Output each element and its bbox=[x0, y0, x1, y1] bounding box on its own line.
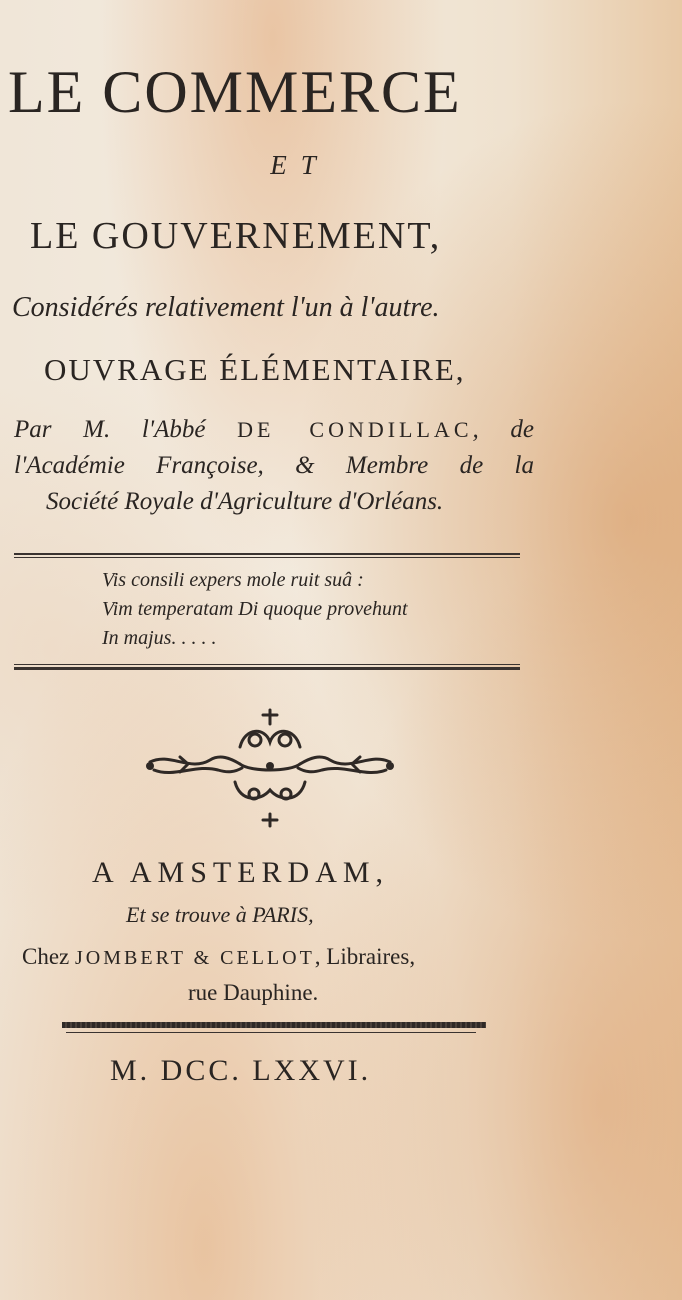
publisher-names: JOMBERT & CELLOT bbox=[75, 947, 315, 969]
author-statement bbox=[14, 412, 534, 520]
title-line-1: LE COMMERCE bbox=[8, 59, 462, 125]
author-line-3: Société Royale d'Agriculture d'Orléans. bbox=[46, 488, 444, 515]
imprint-distribution: Et se trouve à PARIS, bbox=[126, 902, 314, 927]
divider-rule-top bbox=[14, 553, 520, 555]
epigraph-line-2: Vim temperatam Di quoque provehunt bbox=[102, 598, 408, 620]
divider-rule-middle-thin bbox=[14, 664, 520, 665]
imprint-street: rue Dauphine. bbox=[188, 980, 319, 1005]
work-type: OUVRAGE ÉLÉMENTAIRE, bbox=[44, 352, 466, 387]
author-line-1 bbox=[14, 412, 534, 448]
author-name: DE CONDILLAC bbox=[237, 417, 473, 442]
imprint-publisher bbox=[22, 944, 542, 970]
author-suffix: , de bbox=[472, 416, 534, 443]
publication-date: M. DCC. LXXVI. bbox=[110, 1054, 372, 1087]
subtitle: Considérés relativement l'un à l'autre. bbox=[12, 292, 440, 323]
divider-rule-bottom bbox=[62, 1022, 486, 1028]
title-line-2: LE GOUVERNEMENT, bbox=[30, 215, 442, 257]
epigraph bbox=[102, 566, 522, 653]
imprint-place: A AMSTERDAM, bbox=[92, 856, 390, 889]
publisher-suffix: , Libraires, bbox=[314, 944, 416, 969]
divider-rule-middle bbox=[14, 667, 520, 670]
epigraph-line-3: In majus. . . . . bbox=[102, 627, 217, 649]
author-line-2: l'Académie Françoise, & Membre de la bbox=[14, 452, 534, 479]
fleuron-ornament-icon bbox=[140, 702, 400, 832]
divider-rule-bottom-thin bbox=[66, 1032, 476, 1033]
publisher-prefix: Chez bbox=[22, 944, 76, 969]
author-prefix: Par M. l'Abbé bbox=[14, 416, 238, 443]
epigraph-line-1: Vis consili expers mole ruit suâ : bbox=[102, 569, 364, 591]
divider-rule-top-thin bbox=[14, 557, 520, 558]
title-conjunction: ET bbox=[270, 150, 330, 180]
